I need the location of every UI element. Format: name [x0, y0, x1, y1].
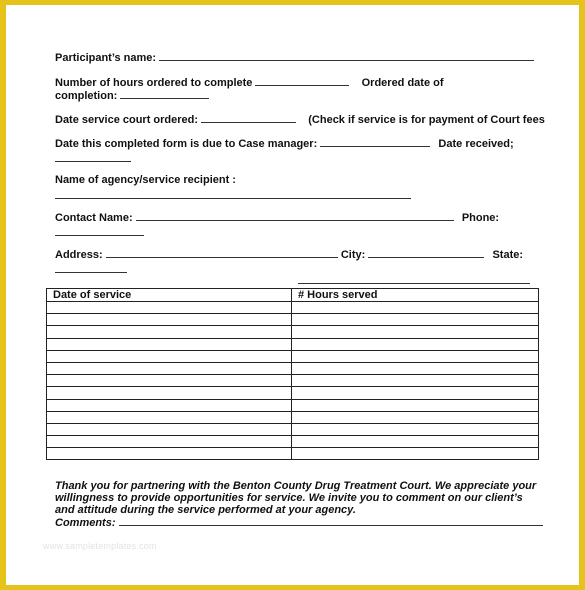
hours-served-cell[interactable]: [292, 411, 539, 423]
date-of-service-cell[interactable]: [47, 387, 292, 399]
hours-served-cell[interactable]: [292, 326, 539, 338]
hours-served-cell[interactable]: [292, 436, 539, 448]
date-of-service-cell[interactable]: [47, 314, 292, 326]
city-field[interactable]: [368, 248, 484, 258]
participant-row: [55, 51, 534, 64]
ordered-date-label: Ordered date of: [361, 77, 444, 89]
participant-label: Participant’s name:: [55, 52, 157, 64]
table-row: [47, 302, 539, 314]
phone-label: Phone:: [461, 212, 500, 224]
thank-you-line-2: willingness to provide opportunities for service. We invite you to comment on our client’s: [55, 492, 523, 504]
hours-served-cell[interactable]: [292, 399, 539, 411]
form-page: [6, 5, 579, 585]
table-row: [47, 350, 539, 362]
received-row: [55, 152, 131, 165]
table-row: [47, 387, 539, 399]
table-row: [47, 423, 539, 435]
date-of-service-cell[interactable]: [47, 448, 292, 460]
address-label: Address:: [55, 249, 103, 261]
table-row: [47, 411, 539, 423]
date-of-service-cell[interactable]: [47, 338, 292, 350]
date-of-service-cell[interactable]: [47, 399, 292, 411]
state-line-row: [55, 263, 127, 276]
thank-you-line-1: Thank you for partnering with the Benton County Drug Treatment Court. We appreciate your: [55, 480, 537, 492]
thank-you-note: [55, 480, 545, 529]
table-row: [47, 314, 539, 326]
table-row: [47, 436, 539, 448]
date-of-service-cell[interactable]: [47, 436, 292, 448]
hours-served-cell[interactable]: [292, 302, 539, 314]
date-of-service-cell[interactable]: [47, 350, 292, 362]
contact-field[interactable]: [136, 211, 454, 221]
service-log-table: [46, 288, 539, 460]
court-fees-note: (Check if service is for payment of Court fees: [308, 114, 545, 126]
received-field[interactable]: [55, 152, 131, 162]
hours-served-cell[interactable]: [292, 350, 539, 362]
comments-row: [55, 516, 545, 529]
address-field[interactable]: [106, 248, 338, 258]
participant-field[interactable]: [159, 51, 534, 61]
city-label: City:: [340, 249, 366, 261]
hours-served-cell[interactable]: [292, 387, 539, 399]
hours-served-cell[interactable]: [292, 375, 539, 387]
table-row: [47, 326, 539, 338]
phone-field[interactable]: [55, 226, 144, 236]
hours-served-cell[interactable]: [292, 362, 539, 374]
due-date-field[interactable]: [320, 137, 430, 147]
completion-label: completion:: [55, 90, 118, 102]
table-body: [47, 302, 539, 460]
service-date-row: [55, 113, 545, 126]
hours-served-header: # Hours served: [292, 289, 539, 302]
comments-label: Comments:: [55, 517, 116, 529]
phone-line-row: [55, 226, 144, 239]
hours-served-cell[interactable]: [292, 338, 539, 350]
completion-field[interactable]: [120, 89, 209, 99]
watermark: www.sampletemplates.com: [43, 541, 157, 551]
table-row: [47, 375, 539, 387]
date-of-service-cell[interactable]: [47, 362, 292, 374]
table-row: [47, 362, 539, 374]
hours-served-cell[interactable]: [292, 448, 539, 460]
hours-served-cell[interactable]: [292, 314, 539, 326]
table-top-rule: [298, 283, 530, 284]
address-row: [55, 248, 523, 261]
comments-field[interactable]: [119, 516, 543, 526]
agency-row: [55, 174, 236, 186]
state-label: State:: [492, 249, 524, 261]
date-of-service-cell[interactable]: [47, 302, 292, 314]
table-row: [47, 338, 539, 350]
received-label: Date received;: [438, 138, 514, 150]
agency-field[interactable]: [55, 189, 411, 199]
hours-field[interactable]: [255, 76, 349, 86]
date-of-service-cell[interactable]: [47, 423, 292, 435]
hours-label: Number of hours ordered to complete: [55, 77, 253, 89]
contact-label: Contact Name:: [55, 212, 133, 224]
date-of-service-header: Date of service: [47, 289, 292, 302]
contact-row: [55, 211, 499, 224]
date-of-service-cell[interactable]: [47, 411, 292, 423]
table-header-row: [47, 289, 539, 302]
thank-you-line-3: and attitude during the service performed at your agency.: [55, 504, 356, 516]
service-date-field[interactable]: [201, 113, 296, 123]
agency-label: Name of agency/service recipient :: [55, 174, 236, 186]
due-date-row: [55, 137, 514, 150]
due-date-label: Date this completed form is due to Case manager:: [55, 138, 318, 150]
date-of-service-cell[interactable]: [47, 375, 292, 387]
state-field[interactable]: [55, 263, 127, 273]
table-row: [47, 399, 539, 411]
completion-row: [55, 89, 209, 102]
service-date-label: Date service court ordered:: [55, 114, 199, 126]
agency-line-row: [55, 189, 411, 202]
hours-row: [55, 76, 444, 89]
table-row: [47, 448, 539, 460]
date-of-service-cell[interactable]: [47, 326, 292, 338]
hours-served-cell[interactable]: [292, 423, 539, 435]
